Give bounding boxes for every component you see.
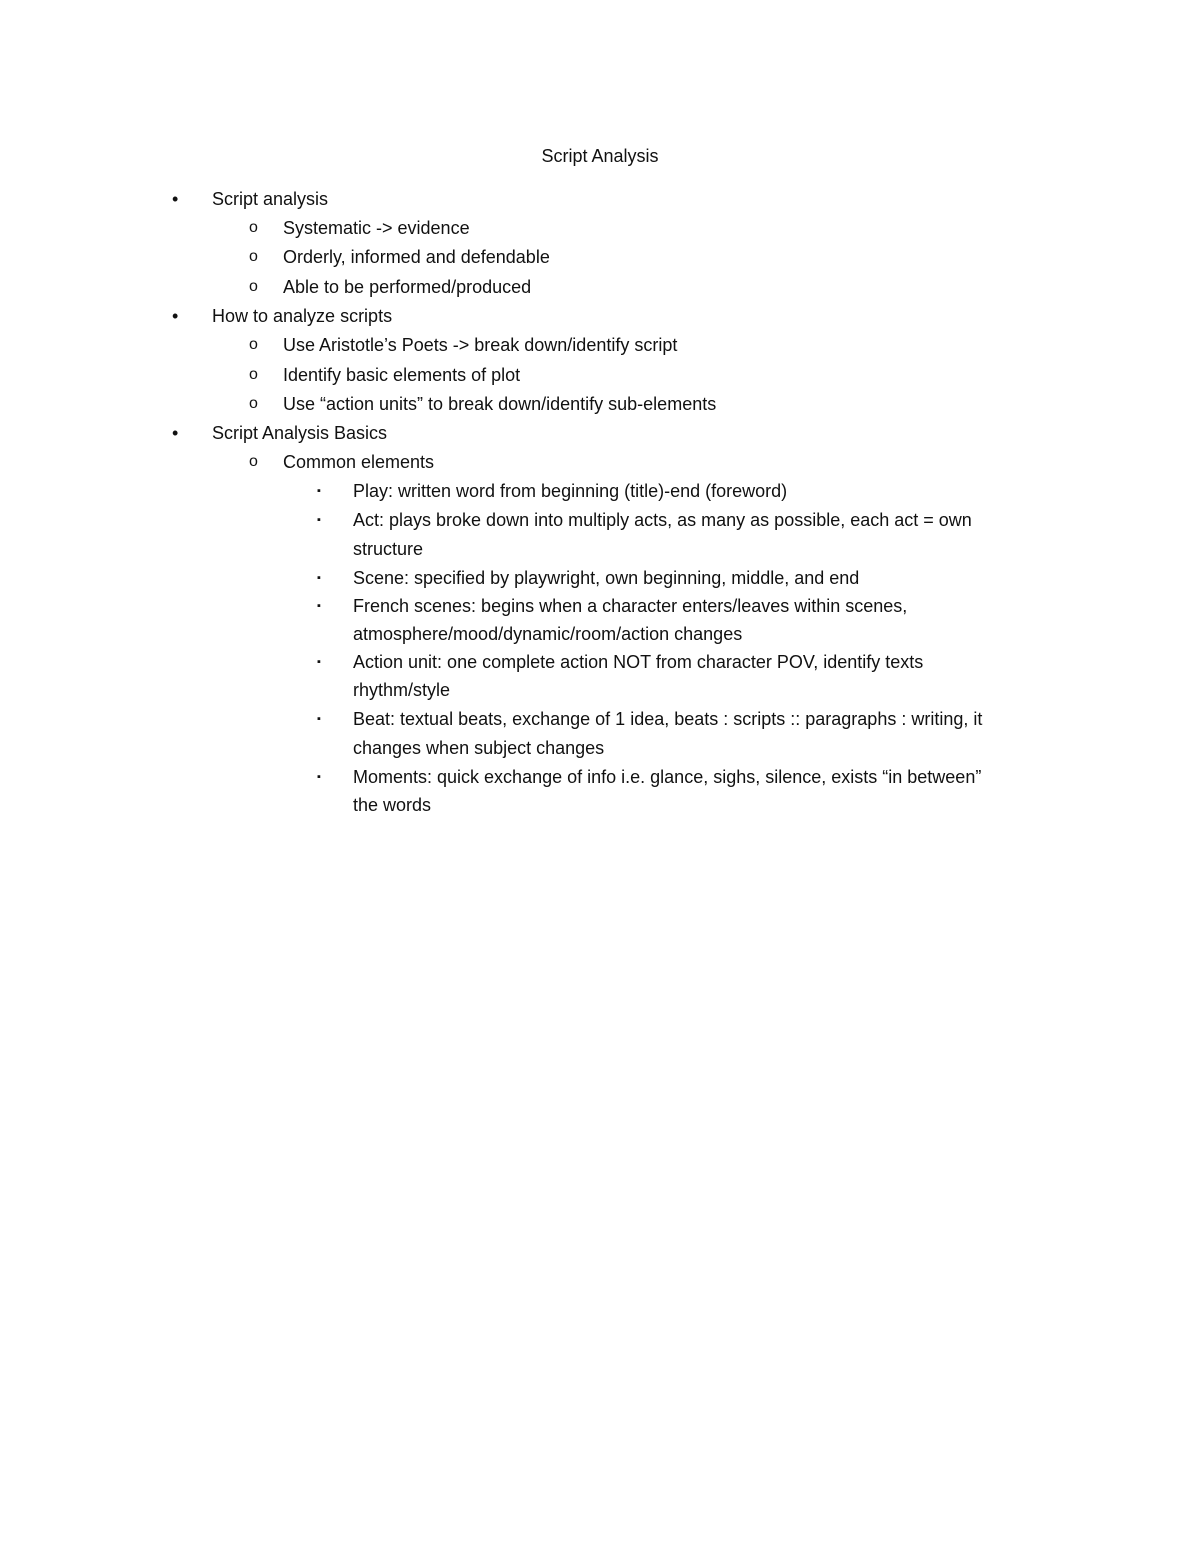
- sub-list-item: Common elements: [283, 452, 435, 472]
- detail-item-line: changes when subject changes: [353, 738, 605, 758]
- square-bullet-marker: ▪: [317, 713, 321, 725]
- bullet-marker: •: [172, 423, 179, 443]
- sub-bullet-marker: o: [249, 219, 258, 236]
- bullet-marker: •: [172, 306, 179, 326]
- list-item: How to analyze scripts: [212, 306, 393, 326]
- detail-item-line: rhythm/style: [353, 680, 451, 700]
- sub-list-item: Systematic -> evidence: [283, 218, 470, 238]
- sub-bullet-marker: o: [249, 336, 258, 353]
- square-bullet-marker: ▪: [317, 656, 321, 668]
- detail-item-line: Play: written word from beginning (title)-end (foreword): [353, 481, 788, 501]
- sub-bullet-marker: o: [249, 278, 258, 295]
- detail-item-line: the words: [353, 795, 432, 815]
- detail-item-line: structure: [353, 539, 424, 559]
- detail-item-line: French scenes: begins when a character enters/leaves within scenes,: [353, 596, 908, 616]
- sub-bullet-marker: o: [249, 395, 258, 412]
- square-bullet-marker: ▪: [317, 485, 321, 497]
- detail-item-line: Scene: specified by playwright, own beginning, middle, and end: [353, 568, 860, 588]
- sub-list-item: Use “action units” to break down/identify sub-elements: [283, 394, 717, 414]
- sub-bullet-marker: o: [249, 248, 258, 265]
- square-bullet-marker: ▪: [317, 600, 321, 612]
- detail-item-line: Beat: textual beats, exchange of 1 idea, beats : scripts :: paragraphs : writing, it: [353, 709, 983, 729]
- square-bullet-marker: ▪: [317, 572, 321, 584]
- list-item: Script Analysis Basics: [212, 423, 388, 443]
- bullet-marker: •: [172, 189, 179, 209]
- detail-item-line: Act: plays broke down into multiply acts, as many as possible, each act = own: [353, 510, 972, 530]
- square-bullet-marker: ▪: [317, 771, 321, 783]
- sub-bullet-marker: o: [249, 366, 258, 383]
- sub-list-item: Able to be performed/produced: [283, 277, 532, 297]
- detail-item-line: atmosphere/mood/dynamic/room/action changes: [353, 624, 743, 644]
- list-item: Script analysis: [212, 189, 329, 209]
- square-bullet-marker: ▪: [317, 514, 321, 526]
- detail-item-line: Moments: quick exchange of info i.e. glance, sighs, silence, exists “in between”: [353, 767, 982, 787]
- sub-bullet-marker: o: [249, 453, 258, 470]
- sub-list-item: Identify basic elements of plot: [283, 365, 521, 385]
- page-title: Script Analysis: [541, 146, 659, 166]
- sub-list-item: Orderly, informed and defendable: [283, 247, 550, 267]
- sub-list-item: Use Aristotle’s Poets -> break down/identify script: [283, 335, 678, 355]
- detail-item-line: Action unit: one complete action NOT from character POV, identify texts: [353, 652, 924, 672]
